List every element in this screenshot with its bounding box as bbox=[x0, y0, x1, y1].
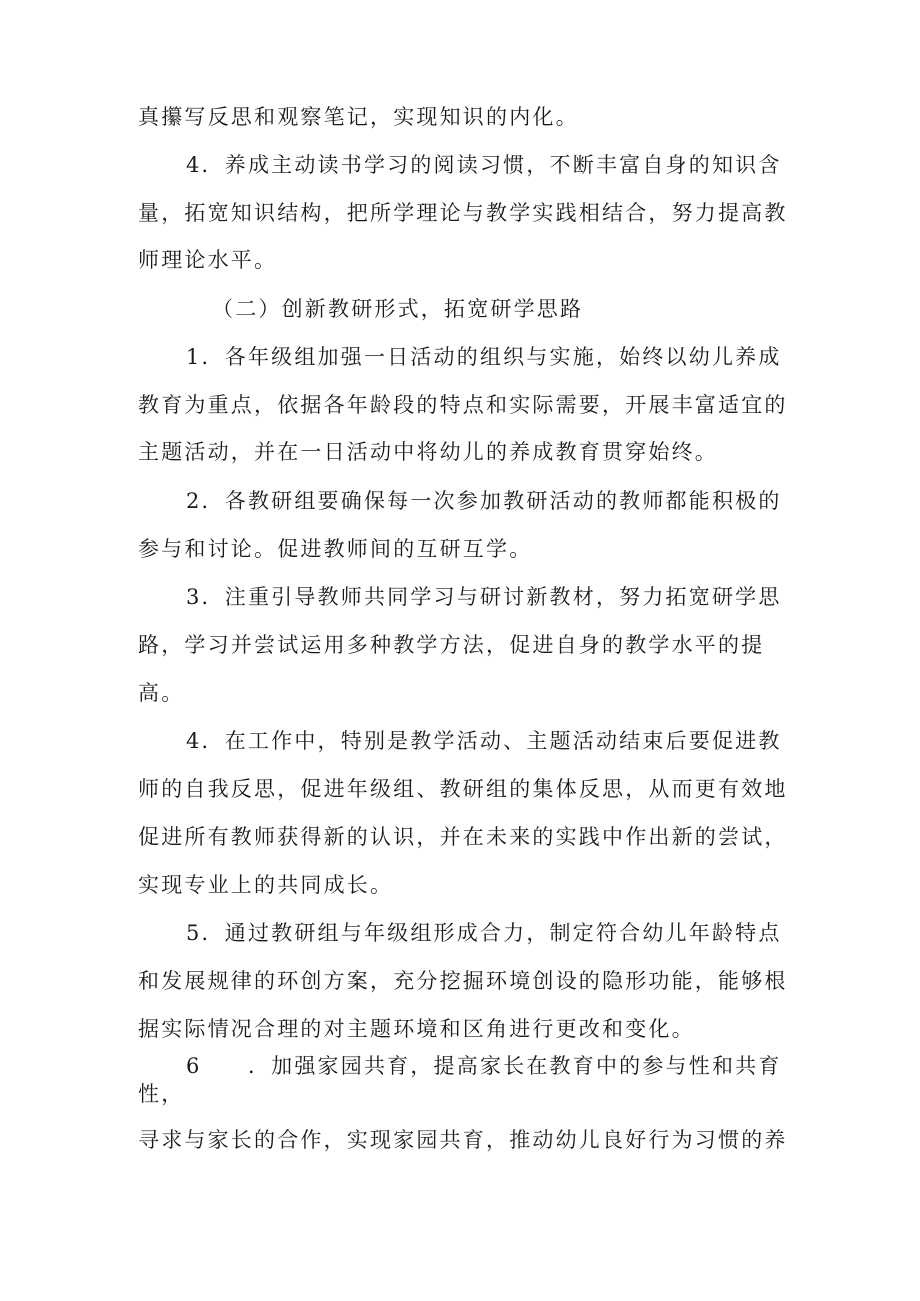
text-line: 参与和讨论。促进教师间的互研互学。 bbox=[138, 537, 533, 561]
text-line: 1．各年级组加强一日活动的组织与实施，始终以幼儿养成 bbox=[186, 345, 782, 369]
text-line: 真攥写反思和观察笔记，实现知识的内化。 bbox=[138, 105, 579, 129]
text-line: 路，学习并尝试运用多种教学方法，促进自身的教学水平的提 bbox=[138, 633, 765, 657]
section-heading: （二）创新教研形式，拓宽研学思路 bbox=[212, 297, 584, 321]
text-line: 6 ．加强家园共育，提高家长在教育中的参与性和共育 bbox=[186, 1054, 782, 1078]
text-line: 5．通过教研组与年级组形成合力，制定符合幼儿年龄特点 bbox=[186, 921, 782, 945]
text-line: 据实际情况合理的对主题环境和区角进行更改和变化。 bbox=[138, 1017, 695, 1041]
text-line: 3．注重引导教师共同学习与研讨新教材，努力拓宽研学思 bbox=[186, 585, 782, 609]
text-line: 性， bbox=[138, 1082, 185, 1106]
text-line: 实现专业上的共同成长。 bbox=[138, 873, 394, 897]
text-line: 高。 bbox=[138, 681, 185, 705]
text-line: 师的自我反思，促进年级组、教研组的集体反思，从而更有效地 bbox=[138, 777, 788, 801]
text-line: 寻求与家长的合作，实现家园共育，推动幼儿良好行为习惯的养 bbox=[138, 1128, 788, 1152]
text-line: 主题活动，并在一日活动中将幼儿的养成教育贯穿始终。 bbox=[138, 440, 718, 464]
text-line: 促进所有教师获得新的认识，并在未来的实践中作出新的尝试， bbox=[138, 825, 788, 849]
text-line: 4．在工作中，特别是教学活动、主题活动结束后要促进教 bbox=[186, 729, 782, 753]
text-line: 2．各教研组要确保每一次参加教研活动的教师都能积极的 bbox=[186, 489, 782, 513]
text-line: 4．养成主动读书学习的阅读习惯，不断丰富自身的知识含 bbox=[186, 153, 782, 177]
text-line: 教育为重点，依据各年龄段的特点和实际需要，开展丰富适宜的 bbox=[138, 393, 788, 417]
text-line: 师理论水平。 bbox=[138, 248, 278, 272]
text-line: 和发展规律的环创方案，充分挖掘环境创设的隐形功能，能够根 bbox=[138, 969, 788, 993]
text-line: 量，拓宽知识结构，把所学理论与教学实践相结合，努力提高教 bbox=[138, 201, 788, 225]
